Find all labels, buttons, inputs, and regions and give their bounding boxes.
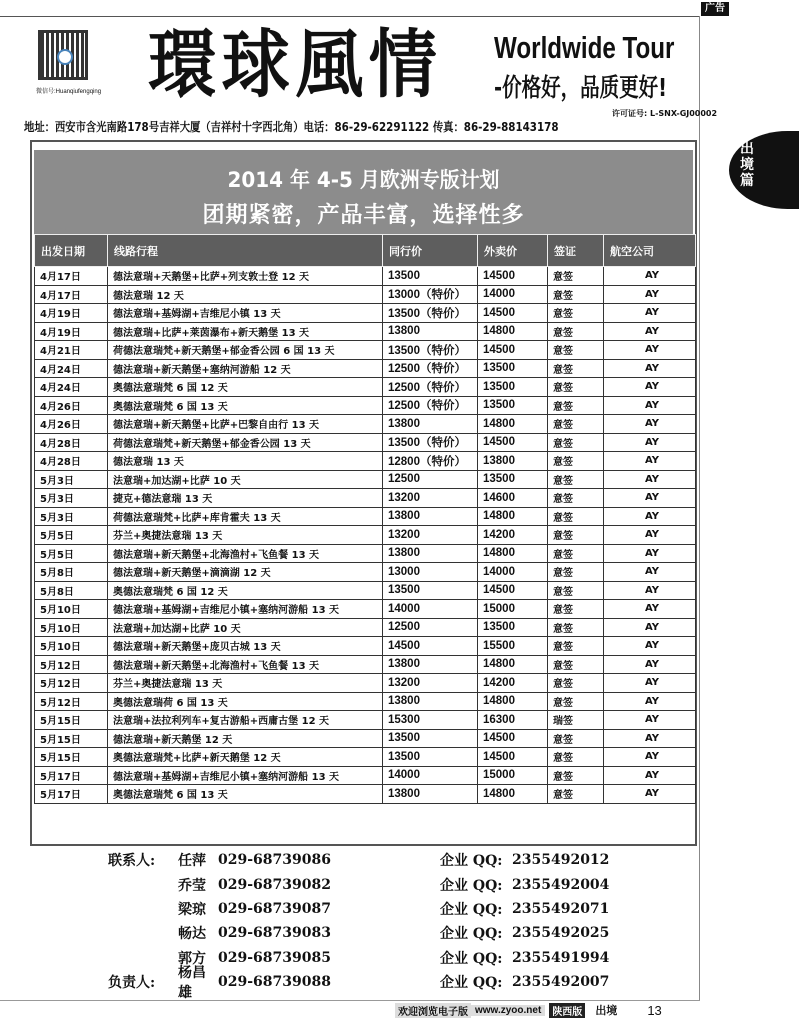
cell-date: 5月5日 (35, 544, 108, 563)
tour-table (34, 234, 696, 804)
cell-route: 法意瑞+加达湖+比萨 10 天 (108, 470, 383, 489)
cell-date: 5月3日 (35, 470, 108, 489)
table-row (35, 452, 696, 471)
contact-name: 杨昌雄 (178, 965, 206, 1002)
cell-route: 德法意瑞+新天鹅堡 12 天 (108, 729, 383, 748)
cell-route: 德法意瑞+天鹅堡+比萨+列支敦士登 12 天 (108, 267, 383, 286)
cell-peer-price: 13200 (383, 489, 478, 508)
cell-peer-price: 13200 (383, 526, 478, 545)
cell-airline: AY (604, 470, 696, 489)
cell-date: 4月17日 (35, 285, 108, 304)
table-row (35, 304, 696, 323)
contact-qq: 2355492004 (512, 876, 610, 893)
cell-route: 奥德法意瑞荷 6 国 13 天 (108, 692, 383, 711)
table-row (35, 729, 696, 748)
cell-date: 5月5日 (35, 526, 108, 545)
cell-date: 5月8日 (35, 581, 108, 600)
cell-retail-price: 13500 (478, 470, 548, 489)
table-body (35, 267, 696, 804)
cell-date: 5月8日 (35, 563, 108, 582)
cell-airline: AY (604, 600, 696, 619)
cell-airline: AY (604, 674, 696, 693)
contact-phone: 029-68739086 (218, 852, 331, 869)
cell-route: 德法意瑞+新天鹅堡+庞贝古城 13 天 (108, 637, 383, 656)
cell-peer-price: 12500（特价） (383, 359, 478, 378)
cell-visa: 意签 (548, 489, 604, 508)
table-row (35, 507, 696, 526)
cell-airline: AY (604, 692, 696, 711)
cell-date: 4月26日 (35, 415, 108, 434)
column-header-retail-price: 外卖价 (478, 235, 548, 267)
contact-name: 梁琼 (178, 901, 206, 918)
cell-airline: AY (604, 396, 696, 415)
cell-airline: AY (604, 267, 696, 286)
cell-peer-price: 12500 (383, 470, 478, 489)
cell-visa: 意签 (548, 637, 604, 656)
cell-route: 法意瑞+法拉利列车+复古游船+西庸古堡 12 天 (108, 711, 383, 730)
table-header-row (35, 235, 696, 267)
cell-visa: 意签 (548, 600, 604, 619)
cell-airline: AY (604, 359, 696, 378)
cell-route: 德法意瑞+新天鹅堡+北海渔村+飞鱼餐 13 天 (108, 655, 383, 674)
cell-peer-price: 12500（特价） (383, 378, 478, 397)
cell-peer-price: 13000 (383, 563, 478, 582)
cell-retail-price: 13800 (478, 452, 548, 471)
cell-route: 荷德法意瑞梵+新天鹅堡+郁金香公园 13 天 (108, 433, 383, 452)
page-number: 13 (647, 1002, 662, 1018)
table-row (35, 396, 696, 415)
cell-retail-price: 14000 (478, 285, 548, 304)
contact-qq: 2355492025 (512, 925, 610, 942)
cell-date: 4月28日 (35, 452, 108, 471)
cell-route: 捷克+德法意瑞 13 天 (108, 489, 383, 508)
cell-visa: 瑞签 (548, 711, 604, 730)
brand-english: Worldwide Tour (494, 30, 675, 65)
qr-code-icon (38, 30, 88, 80)
cell-retail-price: 14500 (478, 748, 548, 767)
cell-visa: 意签 (548, 415, 604, 434)
cell-visa: 意签 (548, 692, 604, 711)
cell-retail-price: 14000 (478, 563, 548, 582)
cell-visa: 意签 (548, 766, 604, 785)
cell-peer-price: 15300 (383, 711, 478, 730)
cell-visa: 意签 (548, 729, 604, 748)
cell-airline: AY (604, 563, 696, 582)
table-row (35, 285, 696, 304)
table-row (35, 711, 696, 730)
cell-retail-price: 14600 (478, 489, 548, 508)
plan-title: 2014 年 4-5 月欧洲专版计划 (227, 168, 500, 192)
cell-date: 5月15日 (35, 729, 108, 748)
cell-date: 5月12日 (35, 674, 108, 693)
cell-date: 5月10日 (35, 637, 108, 656)
cell-route: 法意瑞+加达湖+比萨 10 天 (108, 618, 383, 637)
column-header-visa: 签证 (548, 235, 604, 267)
cell-retail-price: 14800 (478, 415, 548, 434)
cell-visa: 意签 (548, 378, 604, 397)
cell-retail-price: 14800 (478, 785, 548, 804)
cell-retail-price: 14200 (478, 526, 548, 545)
cell-airline: AY (604, 304, 696, 323)
table-row (35, 748, 696, 767)
cell-visa: 意签 (548, 507, 604, 526)
cell-airline: AY (604, 785, 696, 804)
cell-airline: AY (604, 452, 696, 471)
cell-date: 4月28日 (35, 433, 108, 452)
cell-peer-price: 12800（特价） (383, 452, 478, 471)
cell-retail-price: 13500 (478, 396, 548, 415)
cell-airline: AY (604, 729, 696, 748)
slogan: -价格好，品质更好! (494, 73, 667, 102)
cell-route: 芬兰+奥捷法意瑞 13 天 (108, 526, 383, 545)
wechat-id: 微信号:Huanqiufengqing (36, 89, 102, 95)
cell-airline: AY (604, 507, 696, 526)
column-header-peer-price: 同行价 (383, 235, 478, 267)
cell-peer-price: 13800 (383, 544, 478, 563)
cell-date: 4月17日 (35, 267, 108, 286)
cell-airline: AY (604, 637, 696, 656)
table-row (35, 526, 696, 545)
cell-visa: 意签 (548, 526, 604, 545)
cell-route: 奥德法意瑞梵 6 国 12 天 (108, 378, 383, 397)
cell-peer-price: 13800 (383, 785, 478, 804)
table-row (35, 267, 696, 286)
footer-edition: 陕西版 (549, 1003, 585, 1018)
cell-route: 德法意瑞+比萨+莱茵瀑布+新天鹅堡 13 天 (108, 322, 383, 341)
cell-airline: AY (604, 378, 696, 397)
cell-peer-price: 13500 (383, 748, 478, 767)
cell-visa: 意签 (548, 563, 604, 582)
cell-peer-price: 12500（特价） (383, 396, 478, 415)
cell-date: 5月12日 (35, 655, 108, 674)
cell-route: 芬兰+奥捷法意瑞 13 天 (108, 674, 383, 693)
contact-role: 负责人: (108, 975, 156, 992)
qq-label: 企业 QQ: (440, 926, 503, 943)
contact-name: 乔莹 (178, 877, 206, 894)
contact-row (108, 921, 628, 945)
column-header-airline: 航空公司 (604, 235, 696, 267)
cell-airline: AY (604, 415, 696, 434)
cell-visa: 意签 (548, 470, 604, 489)
cell-retail-price: 13500 (478, 378, 548, 397)
cell-retail-price: 16300 (478, 711, 548, 730)
right-rule (699, 16, 700, 1001)
cell-date: 5月3日 (35, 489, 108, 508)
cell-date: 4月19日 (35, 304, 108, 323)
cell-retail-price: 14500 (478, 267, 548, 286)
cell-date: 4月24日 (35, 359, 108, 378)
cell-airline: AY (604, 655, 696, 674)
cell-airline: AY (604, 711, 696, 730)
table-row (35, 489, 696, 508)
cell-route: 荷德法意瑞梵+新天鹅堡+郁金香公园 6 国 13 天 (108, 341, 383, 360)
top-rule (0, 16, 700, 17)
cell-visa: 意签 (548, 581, 604, 600)
cell-retail-price: 14500 (478, 304, 548, 323)
cell-airline: AY (604, 748, 696, 767)
cell-retail-price: 15000 (478, 600, 548, 619)
cell-peer-price: 12500 (383, 618, 478, 637)
cell-date: 5月17日 (35, 766, 108, 785)
cell-visa: 意签 (548, 341, 604, 360)
cell-date: 5月3日 (35, 507, 108, 526)
plan-title-block (34, 150, 693, 234)
cell-airline: AY (604, 618, 696, 637)
cell-retail-price: 14500 (478, 729, 548, 748)
license-number: 许可证号: L-SNX-GJ00002 (612, 109, 718, 118)
cell-peer-price: 14500 (383, 637, 478, 656)
cell-peer-price: 13500（特价） (383, 341, 478, 360)
table-row (35, 359, 696, 378)
cell-visa: 意签 (548, 785, 604, 804)
cell-date: 5月15日 (35, 748, 108, 767)
table-row (35, 674, 696, 693)
contact-list (108, 848, 628, 1002)
cell-visa: 意签 (548, 618, 604, 637)
cell-peer-price: 13500 (383, 729, 478, 748)
cell-date: 5月10日 (35, 618, 108, 637)
cell-retail-price: 15000 (478, 766, 548, 785)
cell-date: 5月17日 (35, 785, 108, 804)
contact-name: 任萍 (178, 853, 206, 870)
contact-qq: 2355491994 (512, 949, 610, 966)
footer-welcome: 欢迎浏览电子版 (395, 1003, 471, 1018)
cell-airline: AY (604, 285, 696, 304)
cell-retail-price: 14800 (478, 692, 548, 711)
cell-retail-price: 14500 (478, 433, 548, 452)
cell-route: 德法意瑞+基姆湖+吉维尼小镇+塞纳河游船 13 天 (108, 600, 383, 619)
cell-retail-price: 14500 (478, 581, 548, 600)
cell-visa: 意签 (548, 748, 604, 767)
qq-label: 企业 QQ: (440, 950, 503, 967)
table-row (35, 415, 696, 434)
cell-peer-price: 13500 (383, 581, 478, 600)
contact-name: 畅达 (178, 926, 206, 943)
table-row (35, 692, 696, 711)
cell-route: 德法意瑞+新天鹅堡+比萨+巴黎自由行 13 天 (108, 415, 383, 434)
cell-airline: AY (604, 489, 696, 508)
table-row (35, 637, 696, 656)
cell-route: 德法意瑞+基姆湖+吉维尼小镇+塞纳河游船 13 天 (108, 766, 383, 785)
qq-label: 企业 QQ: (440, 975, 503, 992)
table-row (35, 581, 696, 600)
cell-peer-price: 13000（特价） (383, 285, 478, 304)
table-row (35, 655, 696, 674)
cell-peer-price: 13800 (383, 415, 478, 434)
cell-visa: 意签 (548, 322, 604, 341)
cell-peer-price: 13500（特价） (383, 433, 478, 452)
cell-route: 德法意瑞+基姆湖+吉维尼小镇 13 天 (108, 304, 383, 323)
contact-phone: 029-68739085 (218, 949, 331, 966)
cell-route: 奥德法意瑞梵 6 国 12 天 (108, 581, 383, 600)
footer (395, 1002, 662, 1018)
cell-visa: 意签 (548, 544, 604, 563)
table-row (35, 341, 696, 360)
contact-name: 郭方 (178, 950, 206, 967)
cell-visa: 意签 (548, 359, 604, 378)
table-row (35, 618, 696, 637)
table-row (35, 378, 696, 397)
cell-retail-price: 13500 (478, 359, 548, 378)
cell-date: 5月15日 (35, 711, 108, 730)
cell-peer-price: 13800 (383, 507, 478, 526)
contact-phone: 029-68739088 (218, 974, 331, 991)
cell-peer-price: 14000 (383, 766, 478, 785)
cell-date: 4月21日 (35, 341, 108, 360)
cell-airline: AY (604, 433, 696, 452)
table-row (35, 600, 696, 619)
table-row (35, 433, 696, 452)
cell-airline: AY (604, 526, 696, 545)
cell-retail-price: 14800 (478, 322, 548, 341)
contact-row (108, 848, 628, 872)
cell-date: 4月24日 (35, 378, 108, 397)
section-tab-label: 出境篇 (740, 141, 754, 189)
cell-airline: AY (604, 544, 696, 563)
cell-retail-price: 14200 (478, 674, 548, 693)
cell-peer-price: 13200 (383, 674, 478, 693)
table-row (35, 544, 696, 563)
cell-date: 4月19日 (35, 322, 108, 341)
column-header-date: 出发日期 (35, 235, 108, 267)
cell-route: 德法意瑞+新天鹅堡+塞纳河游船 12 天 (108, 359, 383, 378)
cell-visa: 意签 (548, 674, 604, 693)
cell-route: 荷德法意瑞梵+比萨+库肯霍夫 13 天 (108, 507, 383, 526)
cell-visa: 意签 (548, 304, 604, 323)
cell-peer-price: 13800 (383, 322, 478, 341)
cell-peer-price: 13800 (383, 655, 478, 674)
cell-airline: AY (604, 581, 696, 600)
plan-subtitle: 团期紧密，产品丰富，选择性多 (202, 203, 525, 228)
cell-route: 奥德法意瑞梵+比萨+新天鹅堡 12 天 (108, 748, 383, 767)
cell-route: 德法意瑞 12 天 (108, 285, 383, 304)
cell-retail-price: 13500 (478, 618, 548, 637)
cell-visa: 意签 (548, 267, 604, 286)
cell-route: 奥德法意瑞梵 6 国 13 天 (108, 785, 383, 804)
cell-retail-price: 14800 (478, 507, 548, 526)
qq-label: 企业 QQ: (440, 901, 503, 918)
cell-route: 德法意瑞+新天鹅堡+北海渔村+飞鱼餐 13 天 (108, 544, 383, 563)
address-line: 地址：西安市含光南路178号吉祥大厦（吉祥村十字西北角）电话：86-29-62291122 传真：86-29-88143178 (24, 120, 559, 134)
cell-retail-price: 14800 (478, 655, 548, 674)
cell-visa: 意签 (548, 396, 604, 415)
contact-row (108, 965, 628, 1002)
contact-qq: 2355492007 (512, 974, 610, 991)
table-row (35, 470, 696, 489)
cell-peer-price: 13500（特价） (383, 304, 478, 323)
table-row (35, 766, 696, 785)
ad-tag: 广告 (701, 2, 729, 16)
qq-label: 企业 QQ: (440, 877, 503, 894)
cell-visa: 意签 (548, 452, 604, 471)
cell-airline: AY (604, 341, 696, 360)
cell-peer-price: 14000 (383, 600, 478, 619)
contact-phone: 029-68739087 (218, 900, 331, 917)
contact-phone: 029-68739083 (218, 925, 331, 942)
cell-peer-price: 13500 (383, 267, 478, 286)
contact-qq: 2355492012 (512, 852, 610, 869)
cell-visa: 意签 (548, 655, 604, 674)
table-row (35, 563, 696, 582)
cell-route: 德法意瑞+新天鹅堡+滴滴湖 12 天 (108, 563, 383, 582)
footer-url[interactable]: www.zyoo.net (471, 1005, 545, 1016)
cell-date: 5月12日 (35, 692, 108, 711)
cell-route: 奥德法意瑞梵 6 国 13 天 (108, 396, 383, 415)
cell-visa: 意签 (548, 285, 604, 304)
cell-airline: AY (604, 322, 696, 341)
cell-airline: AY (604, 766, 696, 785)
brand-logo: 環球風情 (148, 22, 443, 108)
cell-date: 4月26日 (35, 396, 108, 415)
cell-route: 德法意瑞 13 天 (108, 452, 383, 471)
cell-visa: 意签 (548, 433, 604, 452)
table-row (35, 785, 696, 804)
plan-panel (30, 140, 697, 846)
contact-role: 联系人: (108, 853, 156, 870)
bottom-rule (0, 1000, 700, 1001)
contact-qq: 2355492071 (512, 900, 610, 917)
cell-peer-price: 13800 (383, 692, 478, 711)
section-tab (729, 131, 799, 209)
cell-retail-price: 15500 (478, 637, 548, 656)
table-row (35, 322, 696, 341)
contact-row (108, 897, 628, 921)
cell-retail-price: 14800 (478, 544, 548, 563)
footer-section: 出境 (595, 1004, 618, 1017)
cell-date: 5月10日 (35, 600, 108, 619)
cell-retail-price: 14500 (478, 341, 548, 360)
contact-phone: 029-68739082 (218, 876, 331, 893)
column-header-route: 线路行程 (108, 235, 383, 267)
qq-label: 企业 QQ: (440, 853, 503, 870)
contact-row (108, 872, 628, 896)
